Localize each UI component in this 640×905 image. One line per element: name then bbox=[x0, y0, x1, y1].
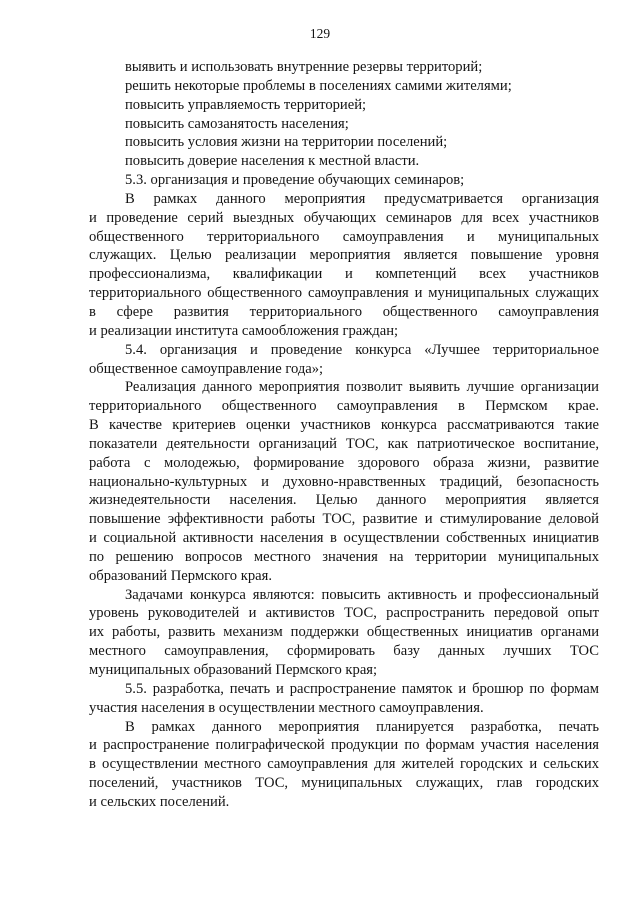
text-line: 5.5. разработка, печать и распространение памяток и брошюр по формам bbox=[125, 680, 599, 697]
page-number: 129 bbox=[309, 26, 331, 41]
text-line: повысить условия жизни на территории поселений; bbox=[125, 134, 448, 151]
text-line: повысить доверие населения к местной власти. bbox=[125, 153, 420, 170]
text-line: и социальной активности населения в осуществлении собственных инициатив bbox=[89, 530, 599, 547]
text-line: общественное самоуправление года»; bbox=[89, 360, 324, 377]
text-line: и сельских поселений. bbox=[89, 793, 230, 810]
text-line: образований Пермского края. bbox=[89, 567, 272, 584]
text-line: служащих. Целью реализации мероприятия является повышение уровня bbox=[89, 247, 599, 264]
text-line: национально-культурных и духовно-нравственных традиций, безопасность bbox=[89, 473, 599, 490]
text-line: повысить управляемость территорией; bbox=[125, 96, 367, 113]
text-line: Задачами конкурса являются: повысить активность и профессиональный bbox=[125, 586, 599, 603]
text-line: решить некоторые проблемы в поселениях самими жителями; bbox=[125, 77, 512, 94]
text-line: 5.3. организация и проведение обучающих семинаров; bbox=[125, 172, 465, 189]
text-line: и реализации института самообложения граждан; bbox=[89, 322, 399, 339]
text-line: повысить самозанятость населения; bbox=[125, 115, 349, 132]
text-line: В рамках данного мероприятия предусматривается организация bbox=[125, 190, 599, 207]
text-line: выявить и использовать внутренние резервы территорий; bbox=[125, 59, 483, 75]
text-line: уровень руководителей и активистов ТОС, распространить передовой опыт bbox=[89, 605, 599, 622]
text-line: муниципальных образований Пермского края; bbox=[89, 662, 378, 678]
text-line: работа с молодежью, формирование здорового образа жизни, развитие bbox=[89, 454, 599, 471]
text-line: общественного территориального самоуправления и муниципальных bbox=[89, 228, 599, 245]
text-line: по решению вопросов местного значения на территории муниципальных bbox=[89, 548, 599, 565]
document-body bbox=[89, 58, 599, 812]
text-line: и проведение серий выездных обучающих семинаров для всех участников bbox=[89, 209, 599, 226]
text-line: участия населения в осуществлении местного самоуправления. bbox=[89, 699, 484, 716]
text-line: повышение эффективности работы ТОС, развитие и стимулирование деловой bbox=[89, 511, 599, 528]
text-line: их работы, развить механизм поддержки общественных инициатив органами bbox=[89, 624, 599, 641]
text-line: профессионализма, квалификации и компетенций всех участников bbox=[89, 266, 599, 283]
text-line: местного самоуправления, сформировать базу данных лучших ТОС bbox=[89, 643, 599, 660]
text-line: В рамках данного мероприятия планируется разработка, печать bbox=[125, 718, 599, 735]
text-line: территориального общественного самоуправления и муниципальных служащих bbox=[89, 285, 599, 302]
text-line: Реализация данного мероприятия позволит выявить лучшие организации bbox=[125, 379, 599, 396]
text-line: поселений, участников ТОС, муниципальных служащих, глав городских bbox=[89, 775, 599, 792]
text-line: показатели деятельности организаций ТОС, как патриотическое воспитание, bbox=[89, 435, 599, 452]
text-line: В качестве критериев оценки участников конкурса рассматриваются такие bbox=[89, 417, 599, 434]
text-line: 5.4. организация и проведение конкурса «Лучшее территориальное bbox=[125, 341, 599, 358]
text-line: жизнедеятельности населения. Целью данного мероприятия является bbox=[89, 492, 599, 509]
text-line: и распространение полиграфической продукции по формам участия населения bbox=[89, 737, 599, 754]
text-line: в сфере развития территориального общественного самоуправления bbox=[89, 303, 599, 320]
text-line: в осуществлении местного самоуправления для жителей городских и сельских bbox=[89, 756, 599, 773]
text-line: территориального общественного самоуправления в Пермском крае. bbox=[89, 398, 599, 415]
